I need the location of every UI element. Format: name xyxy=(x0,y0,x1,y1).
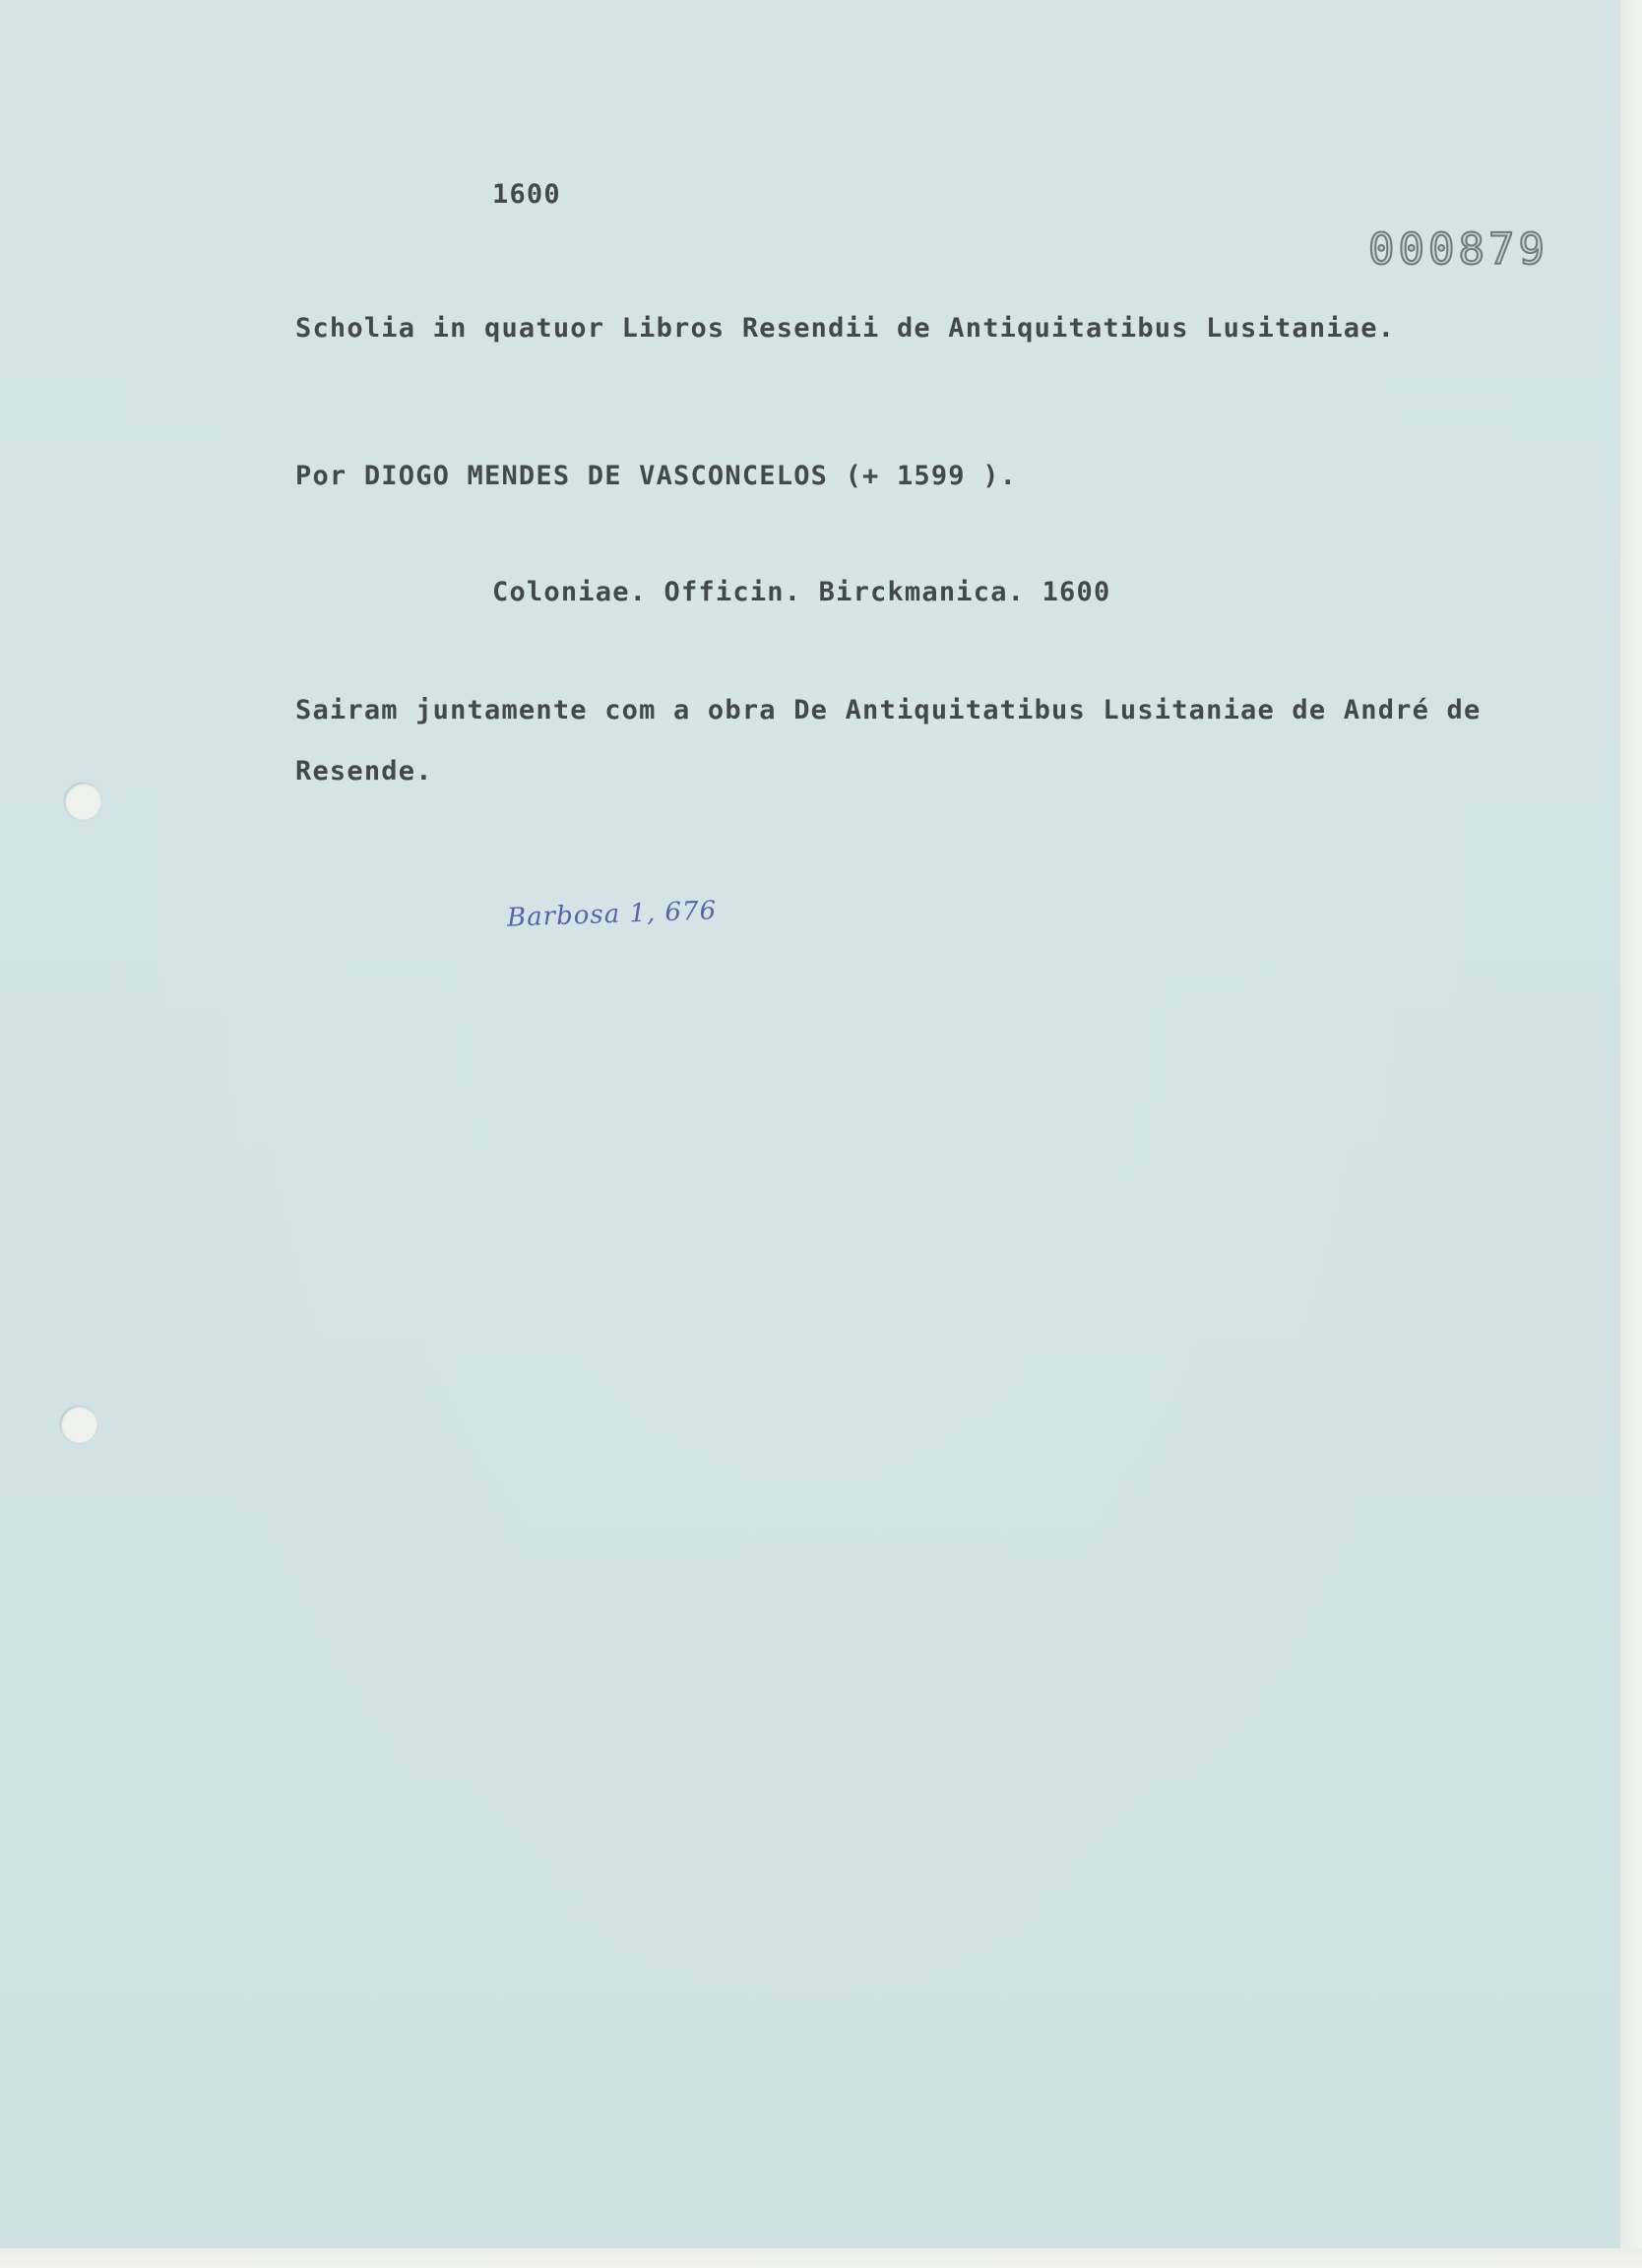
year-heading: 1600 xyxy=(492,179,561,210)
punch-hole-lower xyxy=(60,1406,97,1443)
author-line: Por DIOGO MENDES DE VASCONCELOS (+ 1599 ). xyxy=(295,461,1018,491)
punch-hole-upper xyxy=(64,783,101,820)
handwritten-reference: Barbosa 1, 676 xyxy=(506,896,718,933)
paper-edge-bottom xyxy=(0,2248,1642,2268)
paper-edge-right xyxy=(1620,0,1642,2268)
catalog-number-stamp: 000879 xyxy=(1368,224,1548,275)
note-line-2: Resende. xyxy=(295,756,433,787)
note-line-1: Sairam juntamente com a obra De Antiquitatibus Lusitaniae de André de xyxy=(295,695,1482,725)
imprint-line: Coloniae. Officin. Birckmanica. 1600 xyxy=(492,577,1111,607)
title-line: Scholia in quatuor Libros Resendii de Antiquitatibus Lusitaniae. xyxy=(295,313,1396,344)
